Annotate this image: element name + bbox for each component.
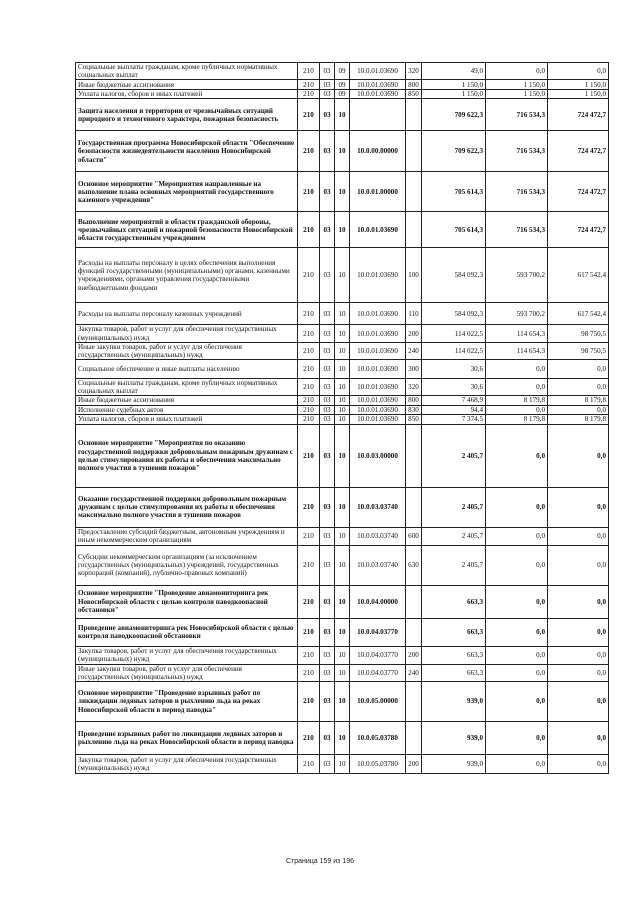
row-amount-2: 114 654,3 [486, 325, 548, 342]
row-subsection: 10 [335, 360, 350, 379]
row-amount-2: 0,0 [486, 487, 548, 527]
row-pr: 03 [320, 80, 335, 90]
row-rz: 210 [298, 405, 320, 414]
row-subsection: 10 [335, 172, 350, 212]
row-csr: 10.0.04.03770 [350, 618, 406, 646]
row-amount-2: 0,0 [486, 545, 548, 585]
row-rz: 210 [298, 360, 320, 379]
row-subsection: 10 [335, 722, 350, 755]
row-amount-2: 0,0 [486, 618, 548, 646]
row-pr: 03 [320, 646, 335, 664]
row-amount-1: 663,3 [422, 646, 486, 664]
row-name: Расходы на выплаты персоналу казенных учреждений [76, 303, 298, 325]
row-rz: 210 [298, 172, 320, 212]
row-amount-1: 705 614,3 [422, 212, 486, 248]
row-amount-2: 0,0 [486, 379, 548, 396]
page-number: Страница 159 из 196 [285, 858, 355, 865]
row-pr: 03 [320, 325, 335, 342]
row-subsection: 10 [335, 342, 350, 359]
row-csr: 10.0.03.00000 [350, 424, 406, 487]
row-amount-3: 0,0 [548, 618, 609, 646]
row-rz: 210 [298, 99, 320, 131]
row-amount-2: 0,0 [486, 527, 548, 545]
row-name: Уплата налогов, сборов и иных платежей [76, 90, 298, 99]
row-amount-3: 98 750,5 [548, 325, 609, 342]
row-pr: 03 [320, 414, 335, 424]
table-row [76, 325, 609, 342]
row-subsection: 10 [335, 424, 350, 487]
row-pr: 03 [320, 212, 335, 248]
row-vr: 300 [406, 360, 422, 379]
row-pr: 03 [320, 360, 335, 379]
row-amount-3: 724 472,7 [548, 131, 609, 172]
row-subsection: 10 [335, 303, 350, 325]
row-rz: 210 [298, 755, 320, 774]
table-row [76, 360, 609, 379]
row-amount-2: 0,0 [486, 722, 548, 755]
row-name: Предоставление субсидий бюджетным, автономным учреждениям и иным некоммерческим организациям [76, 527, 298, 545]
row-name: Защита населения и территории от чрезвычайных ситуаций природного и техногенного характера, пожарная безопасность [76, 99, 298, 131]
row-vr [406, 487, 422, 527]
row-rz: 210 [298, 80, 320, 90]
row-name: Основное мероприятие "Проведение взрывных работ по ликвидации ледяных заторов и рыхлению льда на реках Новосибирской области в период паводка" [76, 682, 298, 722]
row-amount-3: 1 150,0 [548, 80, 609, 90]
row-csr: 10.0.01.03690 [350, 396, 406, 405]
row-amount-2: 593 700,2 [486, 248, 548, 303]
row-csr: 10.0.03.03740 [350, 527, 406, 545]
row-subsection: 10 [335, 664, 350, 681]
row-amount-1: 1 150,0 [422, 90, 486, 99]
row-amount-1: 939,0 [422, 755, 486, 774]
row-csr: 10.0.03.03740 [350, 487, 406, 527]
row-amount-3: 617 542,4 [548, 248, 609, 303]
row-amount-1: 7 374,5 [422, 414, 486, 424]
row-amount-3: 724 472,7 [548, 172, 609, 212]
row-name: Оказание государственной поддержки добровольным пожарным дружинам с целью стимулирования их работы и обеспечения максимально полного участия в тушении пожаров [76, 487, 298, 527]
row-rz: 210 [298, 131, 320, 172]
row-subsection: 10 [335, 545, 350, 585]
table-row [76, 172, 609, 212]
row-pr: 03 [320, 618, 335, 646]
row-amount-2: 0,0 [486, 63, 548, 80]
row-amount-3: 724 472,7 [548, 99, 609, 131]
row-pr: 03 [320, 424, 335, 487]
table-row [76, 664, 609, 681]
row-csr: 10.0.01.03690 [350, 303, 406, 325]
row-name: Закупка товаров, работ и услуг для обеспечения государственных (муниципальных) нужд [76, 325, 298, 342]
row-amount-2: 1 150,0 [486, 90, 548, 99]
row-amount-2: 716 534,3 [486, 212, 548, 248]
table-row [76, 405, 609, 414]
row-amount-3: 0,0 [548, 379, 609, 396]
row-rz: 210 [298, 90, 320, 99]
row-subsection: 10 [335, 682, 350, 722]
row-name: Расходы на выплаты персоналу в целях обеспечения выполнения функций государственными (муниципальными) органами, казенными учреждениями, органами управления государственными внебюджетными фондами [76, 248, 298, 303]
row-subsection: 10 [335, 99, 350, 131]
row-amount-1: 2 405,7 [422, 487, 486, 527]
row-pr: 03 [320, 545, 335, 585]
row-amount-3: 8 179,8 [548, 414, 609, 424]
row-amount-2: 716 534,3 [486, 99, 548, 131]
row-vr: 200 [406, 755, 422, 774]
row-csr: 10.0.01.03690 [350, 63, 406, 80]
row-pr: 03 [320, 63, 335, 80]
row-subsection: 10 [335, 325, 350, 342]
row-vr [406, 99, 422, 131]
row-pr: 03 [320, 585, 335, 618]
table-row [76, 99, 609, 131]
row-csr: 10.0.04.03770 [350, 664, 406, 681]
row-rz: 210 [298, 646, 320, 664]
row-amount-1: 584 092,3 [422, 303, 486, 325]
row-amount-1: 7 468,9 [422, 396, 486, 405]
row-subsection: 10 [335, 396, 350, 405]
table-row [76, 585, 609, 618]
row-vr: 800 [406, 396, 422, 405]
row-pr: 03 [320, 664, 335, 681]
row-amount-3: 0,0 [548, 527, 609, 545]
row-amount-1: 663,3 [422, 618, 486, 646]
row-csr: 10.0.01.03690 [350, 414, 406, 424]
row-csr: 10.0.05.03780 [350, 722, 406, 755]
row-csr: 10.0.01.03690 [350, 212, 406, 248]
row-name: Основное мероприятие "Проведение авиамониторинга рек Новосибирской области с целью контроля паводкоопасной обстановки" [76, 585, 298, 618]
row-amount-2: 8 179,8 [486, 396, 548, 405]
table-row [76, 722, 609, 755]
row-csr: 10.0.04.00000 [350, 585, 406, 618]
row-csr: 10.0.03.03740 [350, 545, 406, 585]
row-pr: 03 [320, 99, 335, 131]
row-pr: 03 [320, 755, 335, 774]
row-vr: 830 [406, 405, 422, 414]
row-subsection: 10 [335, 405, 350, 414]
row-amount-1: 705 614,3 [422, 172, 486, 212]
table-row [76, 618, 609, 646]
row-rz: 210 [298, 424, 320, 487]
table-row [76, 131, 609, 172]
row-amount-1: 709 622,3 [422, 131, 486, 172]
row-name: Выполнение мероприятий в области гражданской обороны, чрезвычайных ситуаций и пожарной безопасности Новосибирской области государственным учреждением [76, 212, 298, 248]
row-rz: 210 [298, 682, 320, 722]
row-pr: 03 [320, 342, 335, 359]
row-vr [406, 172, 422, 212]
row-amount-3: 617 542,4 [548, 303, 609, 325]
row-name: Иные закупки товаров, работ и услуг для обеспечения государственных (муниципальных) нужд [76, 342, 298, 359]
table-row [76, 545, 609, 585]
table-row [76, 63, 609, 80]
row-name: Основное мероприятие "Мероприятия по оказанию государственной поддержки добровольным пожарным дружинам с целью стимулирования их работы и обеспечения максимально полного участия в тушении пожаров" [76, 424, 298, 487]
row-subsection: 10 [335, 527, 350, 545]
row-name: Субсидии некоммерческим организациям (за исключением государственных (муниципальных) учреждений, государственных корпораций (компаний), публично-правовых компаний) [76, 545, 298, 585]
row-rz: 210 [298, 325, 320, 342]
row-amount-1: 2 405,7 [422, 527, 486, 545]
row-amount-3: 0,0 [548, 646, 609, 664]
row-vr: 240 [406, 342, 422, 359]
row-subsection: 10 [335, 755, 350, 774]
row-name: Уплата налогов, сборов и иных платежей [76, 414, 298, 424]
row-amount-2: 593 700,2 [486, 303, 548, 325]
row-amount-2: 1 150,0 [486, 80, 548, 90]
table-row [76, 682, 609, 722]
row-rz: 210 [298, 545, 320, 585]
table-row [76, 90, 609, 99]
row-amount-1: 49,0 [422, 63, 486, 80]
row-pr: 03 [320, 172, 335, 212]
row-csr: 10.0.00.00000 [350, 131, 406, 172]
row-name: Иные бюджетные ассигнования [76, 80, 298, 90]
row-csr [350, 99, 406, 131]
row-amount-2: 8 179,8 [486, 414, 548, 424]
table-row [76, 303, 609, 325]
row-vr: 110 [406, 303, 422, 325]
row-amount-3: 98 750,5 [548, 342, 609, 359]
row-name: Государственная программа Новосибирской области "Обеспечение безопасности жизнедеятельности населения Новосибирской области" [76, 131, 298, 172]
row-rz: 210 [298, 248, 320, 303]
row-pr: 03 [320, 682, 335, 722]
table-body [76, 63, 609, 774]
row-amount-1: 663,3 [422, 585, 486, 618]
row-subsection: 10 [335, 131, 350, 172]
row-pr: 03 [320, 396, 335, 405]
row-rz: 210 [298, 585, 320, 618]
row-amount-1: 30,6 [422, 379, 486, 396]
row-vr [406, 618, 422, 646]
row-pr: 03 [320, 722, 335, 755]
row-amount-3: 0,0 [548, 424, 609, 487]
table-row [76, 527, 609, 545]
row-rz: 210 [298, 379, 320, 396]
row-vr: 850 [406, 90, 422, 99]
row-amount-1: 114 022,5 [422, 325, 486, 342]
row-amount-3: 1 150,0 [548, 90, 609, 99]
row-amount-3: 8 179,8 [548, 396, 609, 405]
row-vr [406, 424, 422, 487]
table-row [76, 212, 609, 248]
row-amount-2: 0,0 [486, 664, 548, 681]
row-rz: 210 [298, 664, 320, 681]
row-name: Иные бюджетные ассигнования [76, 396, 298, 405]
row-amount-2: 0,0 [486, 360, 548, 379]
table-row [76, 755, 609, 774]
row-csr: 10.0.05.00000 [350, 682, 406, 722]
row-amount-1: 94,4 [422, 405, 486, 414]
row-amount-1: 663,3 [422, 664, 486, 681]
row-amount-2: 0,0 [486, 585, 548, 618]
row-rz: 210 [298, 527, 320, 545]
table-row [76, 80, 609, 90]
row-subsection: 10 [335, 585, 350, 618]
row-subsection: 09 [335, 90, 350, 99]
row-csr: 10.0.04.03770 [350, 646, 406, 664]
budget-table [75, 62, 609, 774]
row-subsection: 09 [335, 80, 350, 90]
row-vr: 100 [406, 248, 422, 303]
row-vr [406, 212, 422, 248]
row-csr: 10.0.01.03690 [350, 405, 406, 414]
row-amount-1: 1 150,0 [422, 80, 486, 90]
row-rz: 210 [298, 722, 320, 755]
row-csr: 10.0.01.03690 [350, 80, 406, 90]
row-amount-3: 0,0 [548, 664, 609, 681]
row-pr: 03 [320, 379, 335, 396]
row-csr: 10.0.01.03690 [350, 248, 406, 303]
row-pr: 03 [320, 487, 335, 527]
row-subsection: 10 [335, 646, 350, 664]
row-amount-1: 939,0 [422, 682, 486, 722]
row-amount-1: 709 622,3 [422, 99, 486, 131]
row-vr: 630 [406, 545, 422, 585]
row-name: Социальные выплаты гражданам, кроме публичных нормативных социальных выплат [76, 63, 298, 80]
row-amount-2: 716 534,3 [486, 172, 548, 212]
row-rz: 210 [298, 487, 320, 527]
row-amount-3: 0,0 [548, 722, 609, 755]
row-amount-1: 584 092,3 [422, 248, 486, 303]
row-amount-2: 0,0 [486, 682, 548, 722]
row-vr: 200 [406, 325, 422, 342]
row-vr: 320 [406, 63, 422, 80]
row-vr [406, 682, 422, 722]
row-pr: 03 [320, 303, 335, 325]
row-pr: 03 [320, 131, 335, 172]
row-amount-2: 0,0 [486, 646, 548, 664]
row-csr: 10.0.01.03690 [350, 379, 406, 396]
row-name: Исполнение судебных актов [76, 405, 298, 414]
row-csr: 10.0.01.03690 [350, 90, 406, 99]
row-amount-1: 939,0 [422, 722, 486, 755]
row-name: Проведение взрывных работ по ликвидации ледяных заторов и рыхлению льда на реках Новосибирской области в период паводка [76, 722, 298, 755]
row-subsection: 10 [335, 487, 350, 527]
row-amount-1: 2 405,7 [422, 545, 486, 585]
row-amount-2: 0,0 [486, 405, 548, 414]
row-amount-1: 114 022,5 [422, 342, 486, 359]
row-amount-2: 114 654,3 [486, 342, 548, 359]
row-name: Основное мероприятие "Мероприятия направленные на выполнение плана основных мероприятий государственного казенного учреждения" [76, 172, 298, 212]
row-vr: 240 [406, 664, 422, 681]
row-name: Социальные выплаты гражданам, кроме публичных нормативных социальных выплат [76, 379, 298, 396]
row-vr: 850 [406, 414, 422, 424]
row-subsection: 10 [335, 379, 350, 396]
row-vr [406, 722, 422, 755]
row-rz: 210 [298, 342, 320, 359]
row-amount-1: 2 405,7 [422, 424, 486, 487]
table-row [76, 424, 609, 487]
table-row [76, 414, 609, 424]
row-csr: 10.0.01.03690 [350, 325, 406, 342]
row-vr: 600 [406, 527, 422, 545]
row-name: Проведение авиамониторинга рек Новосибирской области с целью контроля паводкоопасной обстановки [76, 618, 298, 646]
row-rz: 210 [298, 618, 320, 646]
row-vr: 320 [406, 379, 422, 396]
row-subsection: 09 [335, 63, 350, 80]
row-subsection: 10 [335, 414, 350, 424]
row-name: Социальное обеспечение и иные выплаты населению [76, 360, 298, 379]
table-row [76, 379, 609, 396]
table-row [76, 487, 609, 527]
row-amount-3: 0,0 [548, 405, 609, 414]
row-name: Иные закупки товаров, работ и услуг для обеспечения государственных (муниципальных) нужд [76, 664, 298, 681]
row-amount-3: 0,0 [548, 360, 609, 379]
row-amount-3: 0,0 [548, 755, 609, 774]
row-vr: 800 [406, 80, 422, 90]
row-rz: 210 [298, 212, 320, 248]
table-row [76, 248, 609, 303]
row-amount-3: 0,0 [548, 585, 609, 618]
row-csr: 10.0.01.03690 [350, 342, 406, 359]
row-name: Закупка товаров, работ и услуг для обеспечения государственных (муниципальных) нужд [76, 755, 298, 774]
row-amount-3: 724 472,7 [548, 212, 609, 248]
row-vr: 200 [406, 646, 422, 664]
row-amount-3: 0,0 [548, 63, 609, 80]
row-vr [406, 131, 422, 172]
row-pr: 03 [320, 527, 335, 545]
row-amount-2: 0,0 [486, 424, 548, 487]
row-rz: 210 [298, 414, 320, 424]
table-row [76, 646, 609, 664]
row-amount-3: 0,0 [548, 682, 609, 722]
row-subsection: 10 [335, 248, 350, 303]
row-name: Закупка товаров, работ и услуг для обеспечения государственных (муниципальных) нужд [76, 646, 298, 664]
row-pr: 03 [320, 90, 335, 99]
row-subsection: 10 [335, 212, 350, 248]
row-amount-2: 716 534,3 [486, 131, 548, 172]
row-amount-1: 30,6 [422, 360, 486, 379]
row-amount-3: 0,0 [548, 487, 609, 527]
row-amount-3: 0,0 [548, 545, 609, 585]
row-rz: 210 [298, 63, 320, 80]
row-csr: 10.0.05.03780 [350, 755, 406, 774]
row-rz: 210 [298, 396, 320, 405]
row-rz: 210 [298, 303, 320, 325]
row-subsection: 10 [335, 618, 350, 646]
row-amount-2: 0,0 [486, 755, 548, 774]
row-pr: 03 [320, 248, 335, 303]
table-row [76, 342, 609, 359]
table-row [76, 396, 609, 405]
row-vr [406, 585, 422, 618]
row-csr: 10.0.01.03690 [350, 360, 406, 379]
row-csr: 10.0.01.00000 [350, 172, 406, 212]
row-pr: 03 [320, 405, 335, 414]
